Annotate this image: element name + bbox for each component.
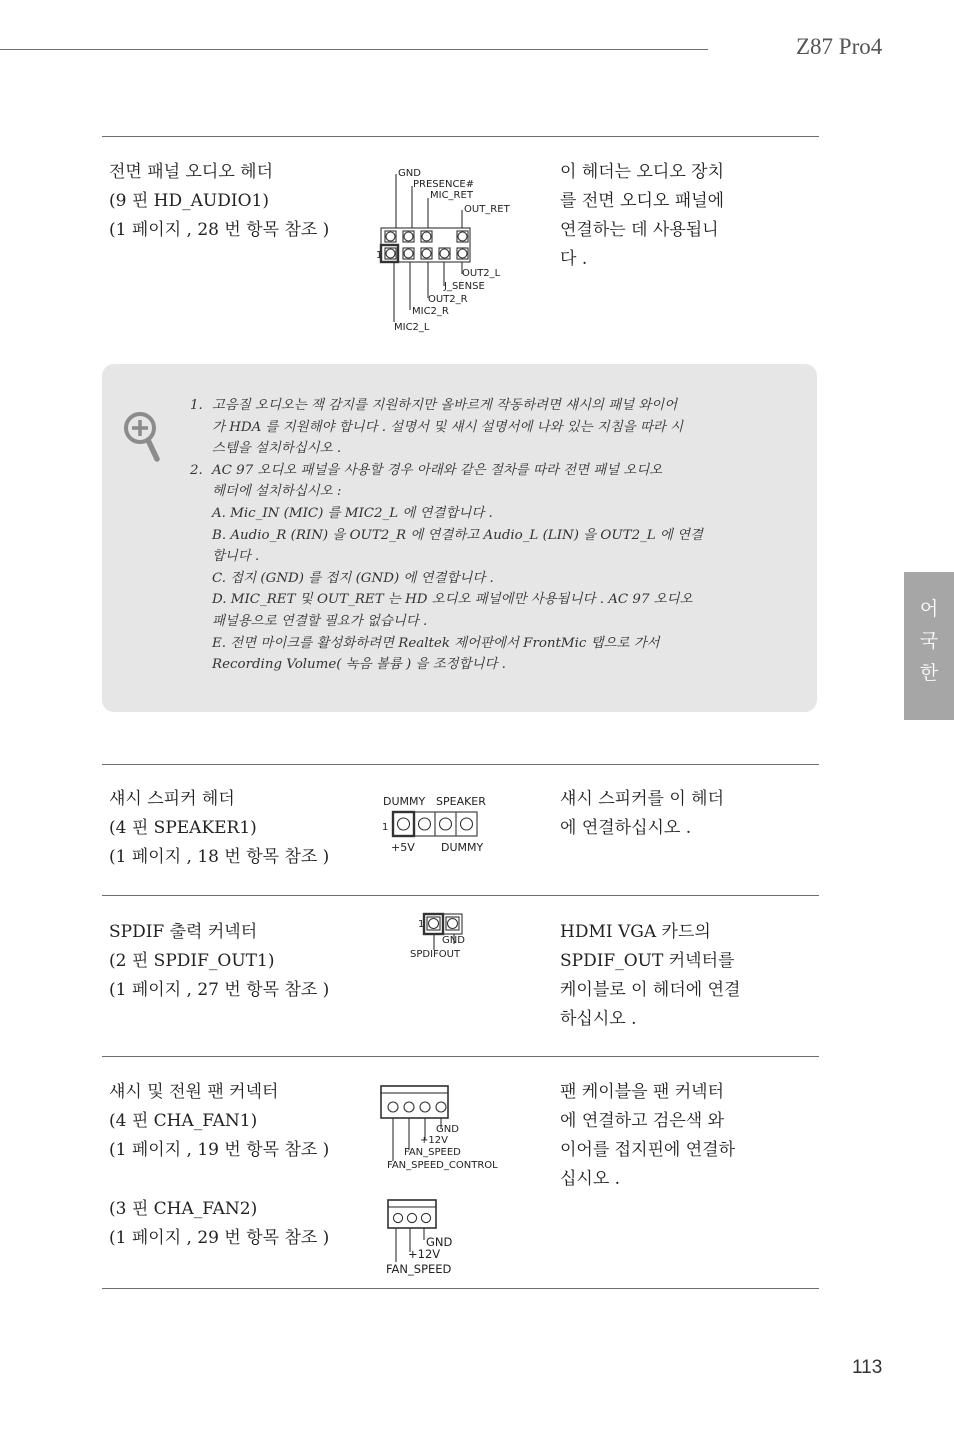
note-item: [190, 460, 703, 482]
audio-pin-out2-l: OUT2_L: [462, 268, 501, 279]
audio-title: 전면 패널 오디오 헤더: [109, 162, 274, 182]
note-line: 헤더에 설치하십시오 :: [212, 484, 342, 500]
spdif-header-diagram: [406, 910, 476, 962]
fan-explain-line: 십시오 .: [560, 1169, 621, 1189]
speaker-explain-line: 에 연결하십시오 .: [560, 818, 692, 838]
spdif-explanation: [560, 918, 740, 1034]
note-subline: 합니다 .: [212, 549, 260, 565]
fan-explain-line: 팬 케이블을 팬 커넥터: [560, 1082, 725, 1102]
audio-explain-line: 다 .: [560, 249, 588, 269]
spdif-reference: (1 페이지 , 27 번 항목 참조 ): [109, 980, 330, 1000]
spdif-description: [109, 918, 329, 1005]
audio-pins: (9 핀 HD_AUDIO1): [109, 191, 269, 211]
audio-pin-mic2-r: MIC2_R: [412, 306, 449, 317]
fan-description: [109, 1078, 329, 1165]
fan1-reference: (1 페이지 , 19 번 항목 참조 ): [109, 1140, 330, 1160]
spdif-label-gnd: GND: [442, 935, 465, 946]
audio-pin-out2-r: OUT2_R: [428, 294, 468, 305]
audio-explain-line: 이 헤더는 오디오 장치: [560, 162, 725, 182]
audio-pin-gnd: GND: [398, 168, 421, 179]
note-line: AC 97 오디오 패널을 사용할 경우 아래와 같은 절차를 따라 전면 패널 오디오: [212, 462, 663, 478]
fan2-label-12v: +12V: [408, 1247, 441, 1261]
tab-char-1: 어: [919, 598, 939, 620]
audio-pin-j-sense: J_SENSE: [444, 281, 485, 292]
fan2-label-gnd: GND: [426, 1235, 453, 1249]
audio-pin-mic-ret: MIC_RET: [430, 190, 473, 201]
tab-char-2: 국: [919, 630, 939, 652]
fan1-label-fan-speed: FAN_SPEED: [404, 1147, 461, 1158]
note-text: [190, 395, 703, 676]
note-subline: B. Audio_R (RIN) 을 OUT2_R 에 연결하고 Audio_L (LIN) 을 OUT2_L 에 연결: [212, 527, 703, 543]
fan-title: 섀시 및 전원 팬 커넥터: [109, 1082, 279, 1102]
fan1-label-12v: +12V: [420, 1135, 448, 1146]
note-line: 고음질 오디오는 잭 감지를 지원하지만 올바르게 작동하려면 섀시의 패널 와이어: [212, 398, 678, 413]
fan1-pins: (4 핀 CHA_FAN1): [109, 1111, 258, 1131]
speaker-pins: (4 핀 SPEAKER1): [109, 818, 257, 838]
note-subline: 패널용으로 연결할 필요가 없습니다 .: [212, 613, 428, 629]
tab-char-3: 한: [919, 662, 939, 684]
speaker-pin-one: 1: [382, 822, 389, 833]
spdif-explain-line: SPDIF_OUT 커넥터를: [560, 951, 735, 971]
section-rule: [102, 1288, 819, 1289]
spdif-pins: (2 핀 SPDIF_OUT1): [109, 951, 275, 971]
speaker-label-dummy-bottom: DUMMY: [441, 841, 484, 854]
fan2-reference: (1 페이지 , 29 번 항목 참조 ): [109, 1228, 330, 1248]
audio-reference: (1 페이지 , 28 번 항목 참조 ): [109, 220, 330, 240]
audio-pin-out-ret: OUT_RET: [464, 204, 510, 215]
page-title: Z87 Pro4: [796, 34, 883, 59]
section-rule: [102, 895, 819, 896]
audio-pin-mic2-l: MIC2_L: [394, 322, 430, 333]
speaker-label-speaker: SPEAKER: [436, 795, 486, 808]
audio-pin-one: 1: [376, 250, 383, 261]
spdif-label-spdifout: SPDIFOUT: [410, 949, 461, 960]
header-rule: [0, 49, 708, 50]
spdif-title: SPDIF 출력 커넥터: [109, 922, 258, 942]
section-rule: [102, 136, 819, 137]
audio-explanation: [560, 158, 724, 274]
fan2-connector-diagram: [382, 1196, 482, 1278]
speaker-explanation: [560, 785, 724, 843]
spdif-explain-line: 케이블로 이 헤더에 연결: [560, 980, 741, 1000]
spdif-pin-one: 1: [418, 919, 425, 930]
audio-header-diagram: [374, 164, 524, 336]
audio-explain-line: 를 전면 오디오 패널에: [560, 191, 725, 211]
magnifier-plus-icon: [122, 410, 164, 464]
page-number: 113: [852, 1357, 883, 1378]
note-number: 1.: [190, 398, 203, 413]
speaker-label-dummy-top: DUMMY: [383, 795, 426, 808]
speaker-description: [109, 785, 329, 872]
speaker-explain-line: 섀시 스피커를 이 헤더: [560, 789, 725, 809]
audio-pin-presence: PRESENCE#: [413, 179, 475, 190]
note-subline: A. Mic_IN (MIC) 를 MIC2_L 에 연결합니다 .: [212, 505, 493, 521]
section-rule: [102, 764, 819, 765]
section-rule: [102, 1056, 819, 1057]
speaker-reference: (1 페이지 , 18 번 항목 참조 ): [109, 847, 330, 867]
fan-explain-line: 이어를 접지핀에 연결하: [560, 1140, 736, 1160]
note-subline: Recording Volume( 녹음 볼륨 ) 을 조정합니다 .: [212, 657, 506, 673]
note-subline: E. 전면 마이크를 활성화하려면 Realtek 제어판에서 FrontMic 탭으로 가서: [212, 635, 660, 651]
note-line: 가 HDA 를 지원해야 합니다 . 설명서 및 섀시 설명서에 나와 있는 지침을 따라 시: [212, 419, 684, 435]
fan1-label-gnd: GND: [436, 1124, 459, 1135]
fan2-description: [109, 1195, 329, 1253]
fan2-label-fan-speed: FAN_SPEED: [386, 1262, 452, 1276]
language-tab: [904, 572, 954, 720]
note-subline: D. MIC_RET 및 OUT_RET 는 HD 오디오 패널에만 사용됩니다 . AC 97 오디오: [212, 592, 693, 608]
speaker-title: 섀시 스피커 헤더: [109, 789, 235, 809]
spdif-explain-line: 하십시오 .: [560, 1009, 637, 1029]
spdif-explain-line: HDMI VGA 카드의: [560, 922, 711, 942]
fan1-connector-diagram: [378, 1084, 508, 1174]
fan2-pins: (3 핀 CHA_FAN2): [109, 1199, 258, 1219]
fan-explain-line: 에 연결하고 검은색 와: [560, 1111, 725, 1131]
speaker-header-diagram: [378, 792, 508, 856]
audio-explain-line: 연결하는 데 사용됩니: [560, 220, 719, 240]
note-number: 2.: [190, 462, 203, 478]
speaker-label-5v: +5V: [391, 841, 415, 854]
audio-description: [109, 158, 329, 245]
note-line: 스템을 설치하십시오 .: [212, 441, 342, 457]
fan1-label-fan-speed-control: FAN_SPEED_CONTROL: [387, 1160, 498, 1171]
fan-explanation: [560, 1078, 735, 1194]
note-item: [190, 395, 703, 417]
note-subline: C. 접지 (GND) 를 접지 (GND) 에 연결합니다 .: [212, 570, 494, 586]
